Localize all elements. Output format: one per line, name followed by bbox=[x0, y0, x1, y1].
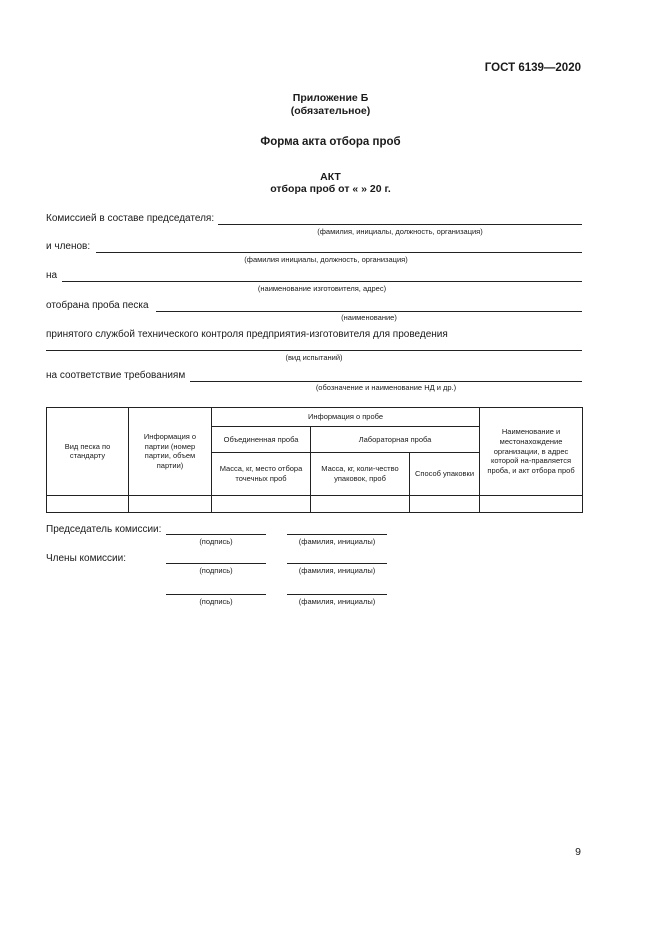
members-signature-label: Члены комиссии: bbox=[46, 553, 127, 564]
header-organization: Наименование и местонахождение организации, в адрес которой на-правляется проба, и акт отбора проб bbox=[480, 408, 583, 496]
name-hint: (фамилия, инициалы) bbox=[298, 597, 376, 606]
table-cell[interactable] bbox=[47, 495, 129, 512]
header-batch-info: Информация о партии (номер партии, объем партии) bbox=[129, 408, 212, 496]
header-lab-sample: Лабораторная проба bbox=[311, 427, 480, 453]
table-cell[interactable] bbox=[311, 495, 410, 512]
name-hint: (фамилия, инициалы) bbox=[298, 566, 376, 575]
header-mass-pack: Масса, кг, коли-чество упаковок, проб bbox=[311, 453, 410, 495]
compliance-label: на соответствие требованиям bbox=[46, 370, 186, 381]
appendix-title: Приложение Б bbox=[292, 92, 369, 104]
members-field[interactable] bbox=[96, 252, 582, 253]
chair-label: Председатель комиссии: bbox=[46, 524, 162, 535]
manufacturer-field[interactable] bbox=[62, 281, 582, 282]
table-cell[interactable] bbox=[410, 495, 480, 512]
commission-field[interactable] bbox=[218, 224, 582, 225]
table-cell[interactable] bbox=[129, 495, 212, 512]
table-cell[interactable] bbox=[480, 495, 583, 512]
form-title: Форма акта отбора проб bbox=[260, 136, 401, 148]
header-sample-info: Информация о пробе bbox=[212, 408, 480, 427]
act-title: АКТ bbox=[320, 171, 341, 183]
accepted-text: принятого службой технического контроля предприятия-изготовителя для проведения bbox=[46, 329, 448, 340]
manufacturer-hint: (наименование изготовителя, адрес) bbox=[257, 284, 387, 293]
sign-hint: (подпись) bbox=[199, 597, 233, 606]
member1-signature-field[interactable] bbox=[166, 563, 266, 564]
compliance-hint: (обозначение и наименование НД и др.) bbox=[315, 383, 457, 392]
header-pack-method: Способ упаковки bbox=[410, 453, 480, 495]
on-label: на bbox=[46, 270, 58, 281]
chair-name-field[interactable] bbox=[287, 534, 387, 535]
sample-field[interactable] bbox=[156, 311, 582, 312]
tests-hint: (вид испытаний) bbox=[285, 353, 343, 362]
sign-hint: (подпись) bbox=[199, 566, 233, 575]
members-label: и членов: bbox=[46, 241, 91, 252]
sample-hint: (наименование) bbox=[341, 313, 397, 322]
standard-number: ГОСТ 6139—2020 bbox=[484, 62, 581, 74]
appendix-status: (обязательное) bbox=[290, 105, 371, 117]
header-combined-sample: Объединенная проба bbox=[212, 427, 311, 453]
member1-name-field[interactable] bbox=[287, 563, 387, 564]
compliance-field[interactable] bbox=[190, 381, 582, 382]
act-subtitle: отбора проб от « » 20 г. bbox=[270, 183, 391, 195]
members-hint: (фамилия инициалы, должность, организация) bbox=[244, 255, 408, 264]
header-sand-type: Вид песка по стандарту bbox=[47, 408, 129, 496]
member2-signature-field[interactable] bbox=[166, 594, 266, 595]
sample-label: отобрана проба песка bbox=[46, 300, 149, 311]
table-cell[interactable] bbox=[212, 495, 311, 512]
name-hint: (фамилия, инициалы) bbox=[298, 537, 376, 546]
page-number: 9 bbox=[575, 846, 581, 858]
commission-hint: (фамилия, инициалы, должность, организация) bbox=[317, 227, 483, 236]
member2-name-field[interactable] bbox=[287, 594, 387, 595]
tests-field[interactable] bbox=[46, 350, 582, 351]
sign-hint: (подпись) bbox=[199, 537, 233, 546]
header-mass-point: Масса, кг, место отбора точечных проб bbox=[212, 453, 311, 495]
commission-label: Комиссией в составе председателя: bbox=[46, 213, 215, 224]
chair-signature-field[interactable] bbox=[166, 534, 266, 535]
sample-table bbox=[46, 407, 583, 513]
